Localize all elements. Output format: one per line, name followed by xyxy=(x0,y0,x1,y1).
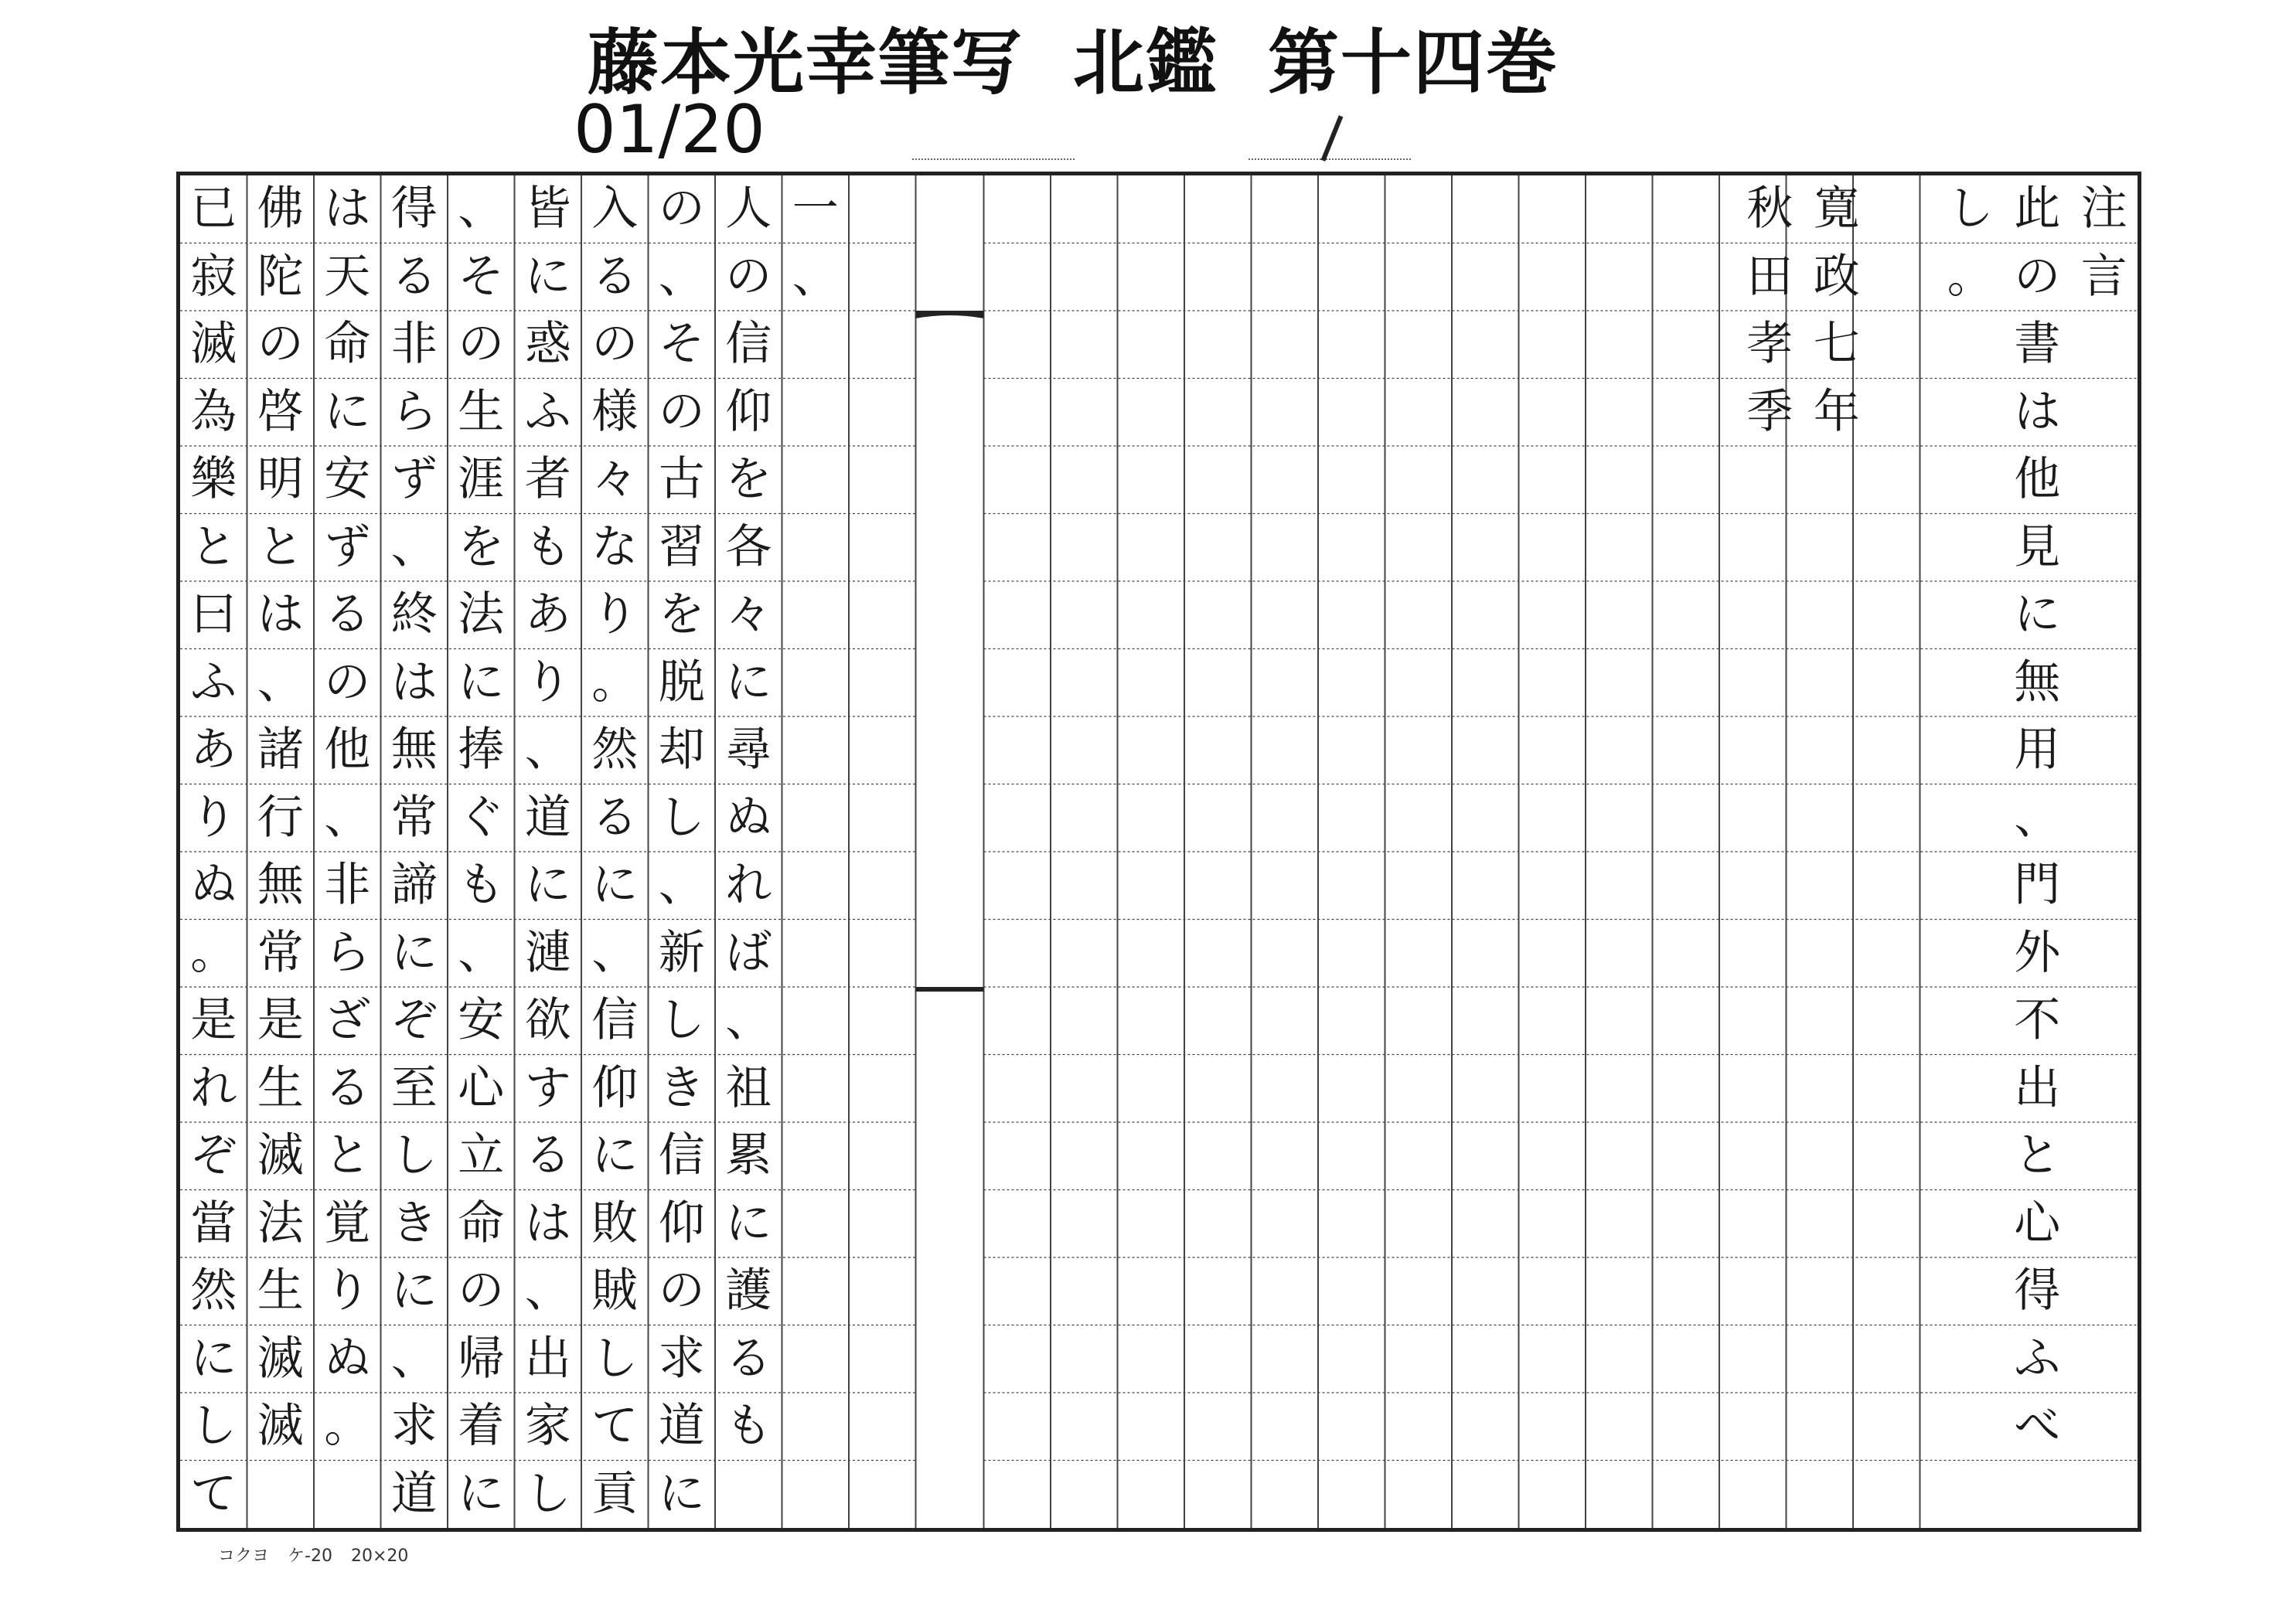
manuscript-column xyxy=(1746,175,1793,1528)
manuscript-column xyxy=(1814,175,1860,1528)
manuscript-column xyxy=(792,175,839,1528)
manuscript-character: 人 xyxy=(725,182,772,236)
center-mark xyxy=(916,987,984,992)
manuscript-character: ふ xyxy=(524,384,571,439)
manuscript-character: と xyxy=(190,519,237,574)
manuscript-character: 新 xyxy=(658,925,705,980)
manuscript-character: 一 xyxy=(792,182,839,236)
manuscript-column xyxy=(2014,175,2060,1528)
manuscript-character: 滅 xyxy=(257,1128,304,1182)
manuscript-character: の xyxy=(658,182,705,236)
manuscript-character: 陀 xyxy=(257,249,304,304)
manuscript-character: 、 xyxy=(257,655,304,709)
manuscript-column xyxy=(257,175,304,1528)
manuscript-character: ぬ xyxy=(324,1331,371,1386)
manuscript-character: ふ xyxy=(2014,1331,2061,1386)
manuscript-character: 。 xyxy=(324,1399,371,1453)
manuscript-character: り xyxy=(324,1264,371,1318)
manuscript-character: 寂 xyxy=(190,249,237,304)
manuscript-character: 、 xyxy=(524,723,571,777)
manuscript-character: 無 xyxy=(390,723,438,777)
manuscript-character: し xyxy=(524,1466,571,1521)
manuscript-character: ふ xyxy=(190,655,237,709)
manuscript-character: は xyxy=(2014,384,2061,439)
manuscript-character: 常 xyxy=(390,790,438,845)
manuscript-character: 佛 xyxy=(257,182,304,236)
manuscript-character: 、 xyxy=(658,858,705,912)
manuscript-character: 他 xyxy=(2014,452,2061,506)
manuscript-character: 皆 xyxy=(524,182,571,236)
manuscript-character: ず xyxy=(324,519,371,574)
manuscript-character: 護 xyxy=(725,1264,772,1318)
manuscript-sheet xyxy=(176,172,2141,1532)
manuscript-column xyxy=(1680,175,1726,1528)
manuscript-character: に xyxy=(390,1264,438,1318)
manuscript-character: 滅 xyxy=(190,317,237,371)
manuscript-character: 、 xyxy=(324,790,371,845)
manuscript-column xyxy=(1479,175,1525,1528)
manuscript-character: 祖 xyxy=(725,1060,772,1115)
manuscript-character: 、 xyxy=(2014,790,2061,845)
manuscript-character: も xyxy=(458,858,505,912)
manuscript-column xyxy=(391,175,438,1528)
title-volume: 第十四巻 xyxy=(1268,22,1559,104)
manuscript-character: 秋 xyxy=(1746,182,1794,236)
manuscript-character: 是 xyxy=(257,993,304,1047)
manuscript-character: と xyxy=(257,519,304,574)
manuscript-character: 各 xyxy=(725,519,772,574)
manuscript-character: 不 xyxy=(2014,993,2061,1047)
manuscript-character: 書 xyxy=(2014,317,2061,371)
blank-dotted-line-2 xyxy=(1248,158,1411,160)
manuscript-character: 法 xyxy=(458,587,505,641)
paper-footer xyxy=(218,1543,427,1567)
manuscript-character: 求 xyxy=(658,1331,705,1386)
manuscript-character: ぐ xyxy=(458,790,505,845)
manuscript-character: し xyxy=(658,993,705,1047)
manuscript-character: の xyxy=(725,249,772,304)
manuscript-character: 道 xyxy=(390,1466,438,1521)
manuscript-character: 仰 xyxy=(658,1196,705,1250)
manuscript-character: 信 xyxy=(658,1128,705,1182)
paper-maker: コクヨ xyxy=(218,1546,270,1566)
manuscript-character: 無 xyxy=(257,858,304,912)
manuscript-character: 孝 xyxy=(1746,317,1794,371)
manuscript-character: 仰 xyxy=(725,384,772,439)
manuscript-character: 出 xyxy=(524,1331,571,1386)
manuscript-character: 欲 xyxy=(524,993,571,1047)
manuscript-character: 年 xyxy=(1813,384,1860,439)
manuscript-character: る xyxy=(591,790,639,845)
manuscript-character: 此 xyxy=(2014,182,2061,236)
manuscript-character: き xyxy=(390,1196,438,1250)
manuscript-character: て xyxy=(591,1399,639,1453)
manuscript-character: ざ xyxy=(324,993,371,1047)
manuscript-character: し xyxy=(591,1331,639,1386)
manuscript-character: 信 xyxy=(725,317,772,371)
manuscript-character: 、 xyxy=(591,925,639,980)
manuscript-character: 季 xyxy=(1746,384,1794,439)
manuscript-character: そ xyxy=(458,249,505,304)
manuscript-character: 田 xyxy=(1746,249,1794,304)
manuscript-character: の xyxy=(324,655,371,709)
manuscript-character: に xyxy=(658,1466,705,1521)
manuscript-character: る xyxy=(725,1331,772,1386)
manuscript-character: る xyxy=(324,1060,371,1115)
manuscript-character: 入 xyxy=(591,182,639,236)
manuscript-character: 生 xyxy=(257,1264,304,1318)
manuscript-character: な xyxy=(591,519,639,574)
manuscript-character: 却 xyxy=(658,723,705,777)
page-counter: 01/20 xyxy=(574,91,765,168)
manuscript-character: 寛 xyxy=(1813,182,1860,236)
manuscript-character: 政 xyxy=(1813,249,1860,304)
manuscript-character: 注 xyxy=(2080,182,2127,236)
manuscript-column xyxy=(725,175,772,1528)
manuscript-character: 仰 xyxy=(591,1060,639,1115)
manuscript-character: 、 xyxy=(725,993,772,1047)
manuscript-character: 言 xyxy=(2080,249,2127,304)
manuscript-character: 明 xyxy=(257,452,304,506)
manuscript-character: 門 xyxy=(2014,858,2061,912)
manuscript-character: 着 xyxy=(458,1399,505,1453)
manuscript-character: 非 xyxy=(324,858,371,912)
manuscript-character: 然 xyxy=(190,1264,237,1318)
manuscript-character: 至 xyxy=(390,1060,438,1115)
manuscript-character: の xyxy=(257,317,304,371)
manuscript-character: を xyxy=(658,587,705,641)
manuscript-column xyxy=(190,175,237,1528)
manuscript-column xyxy=(591,175,638,1528)
manuscript-character: し xyxy=(190,1399,237,1453)
manuscript-character: 漣 xyxy=(524,925,571,980)
manuscript-character: き xyxy=(658,1060,705,1115)
manuscript-character: 。 xyxy=(190,925,237,980)
manuscript-character: ら xyxy=(324,925,371,980)
manuscript-character: 尋 xyxy=(725,723,772,777)
manuscript-character: 已 xyxy=(190,182,237,236)
manuscript-column xyxy=(458,175,504,1528)
manuscript-character: 道 xyxy=(524,790,571,845)
manuscript-character: 用 xyxy=(2014,723,2061,777)
manuscript-character: あ xyxy=(190,723,237,777)
manuscript-character: 啓 xyxy=(257,384,304,439)
manuscript-character: 他 xyxy=(324,723,371,777)
manuscript-character: し xyxy=(658,790,705,845)
manuscript-character: の xyxy=(458,317,505,371)
manuscript-character: れ xyxy=(725,858,772,912)
manuscript-character: 命 xyxy=(324,317,371,371)
manuscript-character: て xyxy=(190,1466,237,1521)
manuscript-character: に xyxy=(591,1128,639,1182)
manuscript-character: に xyxy=(725,1196,772,1250)
manuscript-character: 捧 xyxy=(458,723,505,777)
manuscript-character: 出 xyxy=(2014,1060,2061,1115)
manuscript-character: 諸 xyxy=(257,723,304,777)
manuscript-character: 常 xyxy=(257,925,304,980)
manuscript-column xyxy=(525,175,571,1528)
manuscript-character: べ xyxy=(2014,1399,2061,1453)
manuscript-character: 生 xyxy=(458,384,505,439)
manuscript-column xyxy=(859,175,905,1528)
manuscript-character: 生 xyxy=(257,1060,304,1115)
manuscript-character: 滅 xyxy=(257,1331,304,1386)
manuscript-character: 、 xyxy=(390,1331,438,1386)
manuscript-character: る xyxy=(524,1128,571,1182)
manuscript-column xyxy=(2081,175,2127,1528)
title-work: 北鑑 xyxy=(1073,22,1219,104)
manuscript-character: ぞ xyxy=(190,1128,237,1182)
manuscript-character: 信 xyxy=(591,993,639,1047)
manuscript-character: 求 xyxy=(390,1399,438,1453)
manuscript-character: は xyxy=(390,655,438,709)
manuscript-character: し xyxy=(390,1128,438,1182)
manuscript-character: 法 xyxy=(257,1196,304,1250)
manuscript-character: 安 xyxy=(458,993,505,1047)
manuscript-character: に xyxy=(190,1331,237,1386)
paper-model: ケ-20 xyxy=(288,1546,332,1566)
manuscript-character: の xyxy=(458,1264,505,1318)
manuscript-character: る xyxy=(390,249,438,304)
manuscript-character: ら xyxy=(390,384,438,439)
manuscript-character: 者 xyxy=(524,452,571,506)
manuscript-character: 敗 xyxy=(591,1196,639,1250)
manuscript-character: 當 xyxy=(190,1196,237,1250)
manuscript-character: 樂 xyxy=(190,452,237,506)
manuscript-character: り xyxy=(591,587,639,641)
manuscript-character: 心 xyxy=(2014,1196,2061,1250)
blank-dotted-line-1 xyxy=(912,158,1075,160)
manuscript-character: 、 xyxy=(390,519,438,574)
manuscript-character: る xyxy=(591,249,639,304)
manuscript-character: 外 xyxy=(2014,925,2061,980)
manuscript-character: り xyxy=(524,655,571,709)
manuscript-character: 七 xyxy=(1813,317,1860,371)
manuscript-character: 習 xyxy=(658,519,705,574)
manuscript-character: 累 xyxy=(725,1128,772,1182)
manuscript-character: を xyxy=(725,452,772,506)
manuscript-character: 。 xyxy=(1947,249,1994,304)
manuscript-character: 覚 xyxy=(324,1196,371,1250)
manuscript-character: に xyxy=(725,655,772,709)
manuscript-character: 涯 xyxy=(458,452,505,506)
manuscript-character: 滅 xyxy=(257,1399,304,1453)
manuscript-character: 。 xyxy=(591,655,639,709)
manuscript-character: 々 xyxy=(591,452,639,506)
manuscript-character: 、 xyxy=(658,249,705,304)
manuscript-character: 、 xyxy=(792,249,839,304)
manuscript-character: ば xyxy=(725,925,772,980)
manuscript-character: ぬ xyxy=(725,790,772,845)
manuscript-character: ぞ xyxy=(390,993,438,1047)
manuscript-character: そ xyxy=(658,317,705,371)
manuscript-column xyxy=(1279,175,1325,1528)
manuscript-character: に xyxy=(2014,587,2061,641)
manuscript-column xyxy=(1211,175,1258,1528)
manuscript-character: 貢 xyxy=(591,1466,639,1521)
manuscript-character: 、 xyxy=(458,182,505,236)
manuscript-character: ぬ xyxy=(190,858,237,912)
manuscript-character: に xyxy=(524,858,571,912)
manuscript-character: も xyxy=(524,519,571,574)
manuscript-column xyxy=(1145,175,1191,1528)
manuscript-character: 天 xyxy=(324,249,371,304)
manuscript-column xyxy=(1947,175,1994,1528)
manuscript-character: 道 xyxy=(658,1399,705,1453)
manuscript-character: 行 xyxy=(257,790,304,845)
manuscript-character: 命 xyxy=(458,1196,505,1250)
manuscript-character: し xyxy=(1947,182,1994,236)
manuscript-character: 惑 xyxy=(524,317,571,371)
title-copyist: 藤本光幸筆写 xyxy=(588,22,1024,104)
manuscript-character: る xyxy=(324,587,371,641)
manuscript-character: に xyxy=(524,249,571,304)
manuscript-character: に xyxy=(390,925,438,980)
manuscript-character: 脱 xyxy=(658,655,705,709)
manuscript-character: 諦 xyxy=(390,858,438,912)
manuscript-character: 々 xyxy=(725,587,772,641)
manuscript-character: 賊 xyxy=(591,1264,639,1318)
manuscript-column xyxy=(1880,175,1926,1528)
manuscript-character: 為 xyxy=(190,384,237,439)
manuscript-character: 得 xyxy=(2014,1264,2061,1318)
manuscript-column xyxy=(1546,175,1593,1528)
manuscript-column xyxy=(1345,175,1392,1528)
paper-grid-size: 20×20 xyxy=(350,1546,409,1566)
manuscript-character: の xyxy=(658,384,705,439)
manuscript-character: 然 xyxy=(591,723,639,777)
manuscript-character: 、 xyxy=(458,925,505,980)
manuscript-column xyxy=(1412,175,1459,1528)
manuscript-character: 安 xyxy=(324,452,371,506)
manuscript-character: 無 xyxy=(2014,655,2061,709)
manuscript-character: り xyxy=(190,790,237,845)
manuscript-character: に xyxy=(458,1466,505,1521)
manuscript-character: 曰 xyxy=(190,587,237,641)
manuscript-character: に xyxy=(458,655,505,709)
handwritten-page-mark xyxy=(1321,115,1344,162)
manuscript-character: 、 xyxy=(524,1264,571,1318)
manuscript-character: は xyxy=(324,182,371,236)
manuscript-character: と xyxy=(324,1128,371,1182)
manuscript-character: も xyxy=(725,1399,772,1453)
manuscript-character: 是 xyxy=(190,993,237,1047)
manuscript-character: は xyxy=(524,1196,571,1250)
manuscript-character: 帰 xyxy=(458,1331,505,1386)
manuscript-character: に xyxy=(324,384,371,439)
manuscript-character: す xyxy=(524,1060,571,1115)
manuscript-character: 家 xyxy=(524,1399,571,1453)
manuscript-column xyxy=(324,175,370,1528)
manuscript-character: 様 xyxy=(591,384,639,439)
manuscript-character: の xyxy=(591,317,639,371)
manuscript-character: に xyxy=(591,858,639,912)
manuscript-character: 終 xyxy=(390,587,438,641)
manuscript-character: を xyxy=(458,519,505,574)
fishtail-mark xyxy=(916,311,984,318)
manuscript-character: の xyxy=(658,1264,705,1318)
manuscript-character: は xyxy=(257,587,304,641)
manuscript-character: ず xyxy=(390,452,438,506)
manuscript-column xyxy=(1613,175,1659,1528)
manuscript-column xyxy=(659,175,705,1528)
manuscript-character: あ xyxy=(524,587,571,641)
manuscript-character: の xyxy=(2014,249,2061,304)
manuscript-character: 見 xyxy=(2014,519,2061,574)
manuscript-character: 立 xyxy=(458,1128,505,1182)
manuscript-character: と xyxy=(2014,1128,2061,1182)
manuscript-character: 得 xyxy=(390,182,438,236)
manuscript-character: れ xyxy=(190,1060,237,1115)
manuscript-character: 心 xyxy=(458,1060,505,1115)
manuscript-character: 古 xyxy=(658,452,705,506)
manuscript-character: 非 xyxy=(390,317,438,371)
